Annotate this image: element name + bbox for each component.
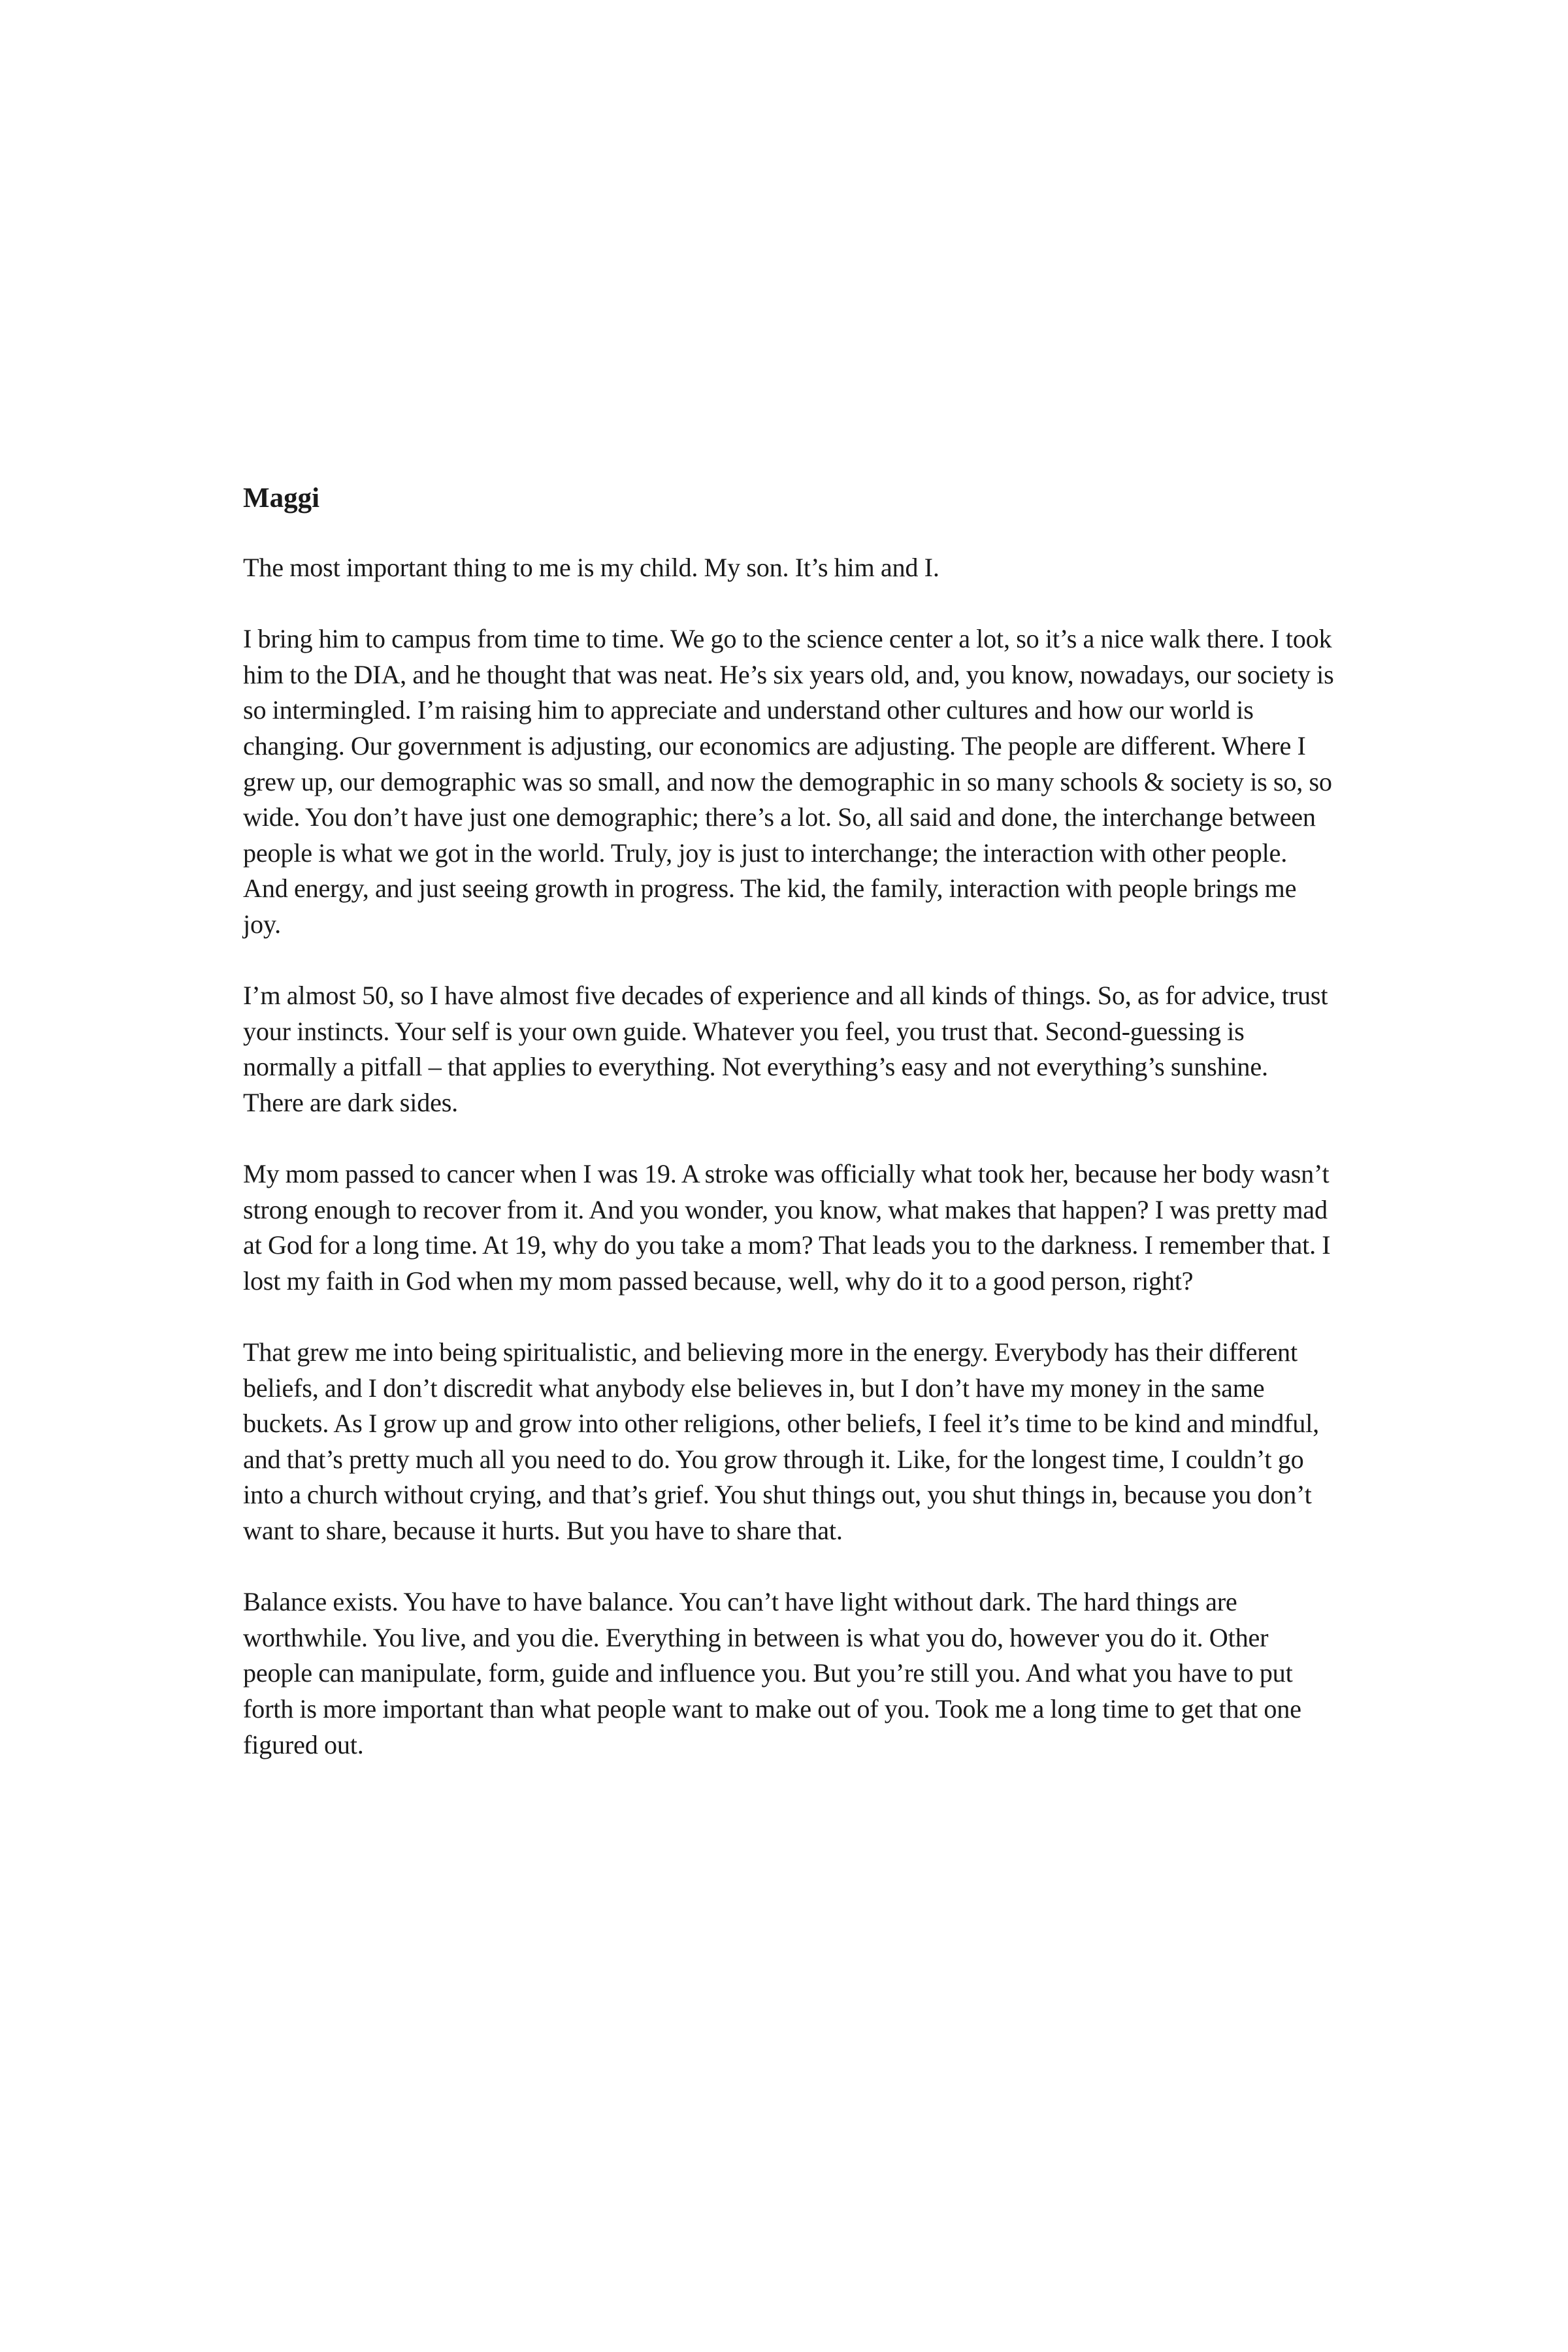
paragraph-2: I bring him to campus from time to time. We go to the science center a lot, so it’s a nice walk there. I took him to the DIA, and he thought that was neat. He’s six years old, and, you know, nowadays, our society is so intermingled. I’m raising him to appreciate and understand other cultures and how our world is changing. Our government is adjusting, our economics are adjusting. The people are different. Where I grew up, our demographic was so small, and now the demographic in so many schools & society is so, so wide. You don’t have just one demographic; there’s a lot. So, all said and done, the interchange between people is what we got in the world. Truly, joy is just to interchange; the interaction with other people. And energy, and just seeing growth in progress. The kid, the family, interaction with people brings me joy. [243, 624, 1334, 939]
paragraph-1: The most important thing to me is my child. My son. It’s him and I. [243, 553, 939, 582]
document-body [243, 481, 1334, 1763]
paragraph-6: Balance exists. You have to have balance. You can’t have light without dark. The hard things are worthwhile. You live, and you die. Everything in between is what you do, however you do it. Other people can manipulate, form, guide and influence you. But you’re still you. And what you have to put forth is more important than what people want to make out of you. Took me a long time to get that one figured out. [243, 1587, 1301, 1759]
document-title: Maggi [243, 483, 320, 514]
paragraph-4: My mom passed to cancer when I was 19. A stroke was officially what took her, because her body wasn’t strong enough to recover from it. And you wonder, you know, what makes that happen? I was pretty mad at God for a long time. At 19, why do you take a mom? That leads you to the darkness. I remember that. I lost my faith in God when my mom passed because, well, why do it to a good person, right? [243, 1159, 1331, 1296]
paragraph-3: I’m almost 50, so I have almost five decades of experience and all kinds of things. So, as for advice, trust your instincts. Your self is your own guide. Whatever you feel, you trust that. Second-guessing is normally a pitfall – that applies to everything. Not everything’s easy and not everything’s sunshine. There are dark sides. [243, 981, 1328, 1117]
paragraph-5: That grew me into being spiritualistic, and believing more in the energy. Everybody has their different beliefs, and I don’t discredit what anybody else believes in, but I don’t have my money in the same buckets. As I grow up and grow into other religions, other beliefs, I feel it’s time to be kind and mindful, and that’s pretty much all you need to do. You grow through it. Like, for the longest time, I couldn’t go into a church without crying, and that’s grief. You shut things out, you shut things in, because you don’t want to share, because it hurts. But you have to share that. [243, 1337, 1320, 1546]
